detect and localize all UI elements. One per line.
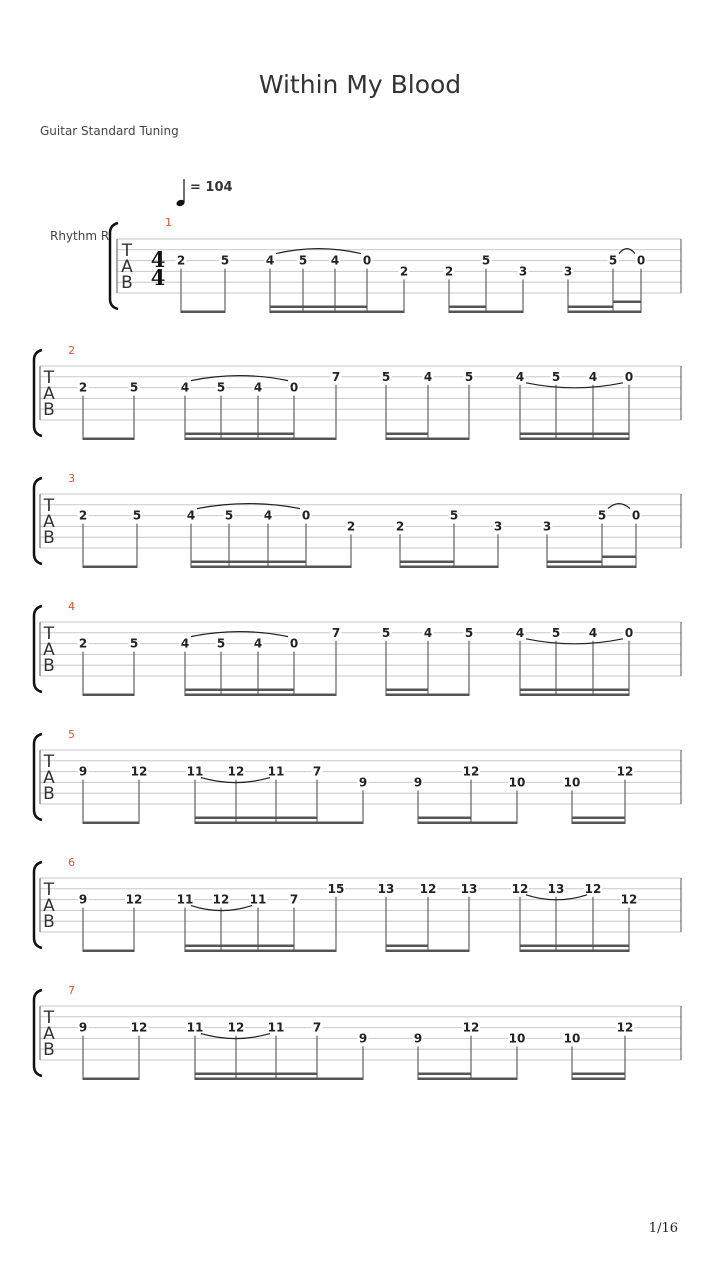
fret-number: 4 bbox=[423, 369, 433, 384]
fret-number: 2 bbox=[444, 264, 454, 279]
beam-secondary bbox=[418, 817, 471, 820]
tab-clef-letter: A bbox=[43, 384, 55, 404]
beam bbox=[386, 950, 469, 953]
fret-number: 12 bbox=[511, 881, 529, 896]
track-name: Rhythm R bbox=[50, 229, 110, 243]
fret-number: 5 bbox=[220, 253, 230, 268]
slur-arc bbox=[526, 383, 623, 388]
beam bbox=[449, 311, 523, 314]
fret-number: 5 bbox=[608, 253, 618, 268]
fret-number: 0 bbox=[624, 369, 634, 384]
beam bbox=[400, 566, 498, 569]
time-signature-bottom: 4 bbox=[150, 265, 166, 290]
tuning-label: Guitar Standard Tuning bbox=[40, 124, 179, 138]
fret-number: 0 bbox=[631, 508, 641, 523]
fret-number: 12 bbox=[227, 1020, 245, 1035]
fret-number: 5 bbox=[597, 508, 607, 523]
beam-secondary bbox=[520, 689, 629, 692]
fret-number: 13 bbox=[547, 881, 565, 896]
fret-number: 10 bbox=[563, 1031, 581, 1046]
song-title: Within My Blood bbox=[258, 70, 462, 99]
fret-number: 4 bbox=[423, 625, 433, 640]
tab-clef-letter: T bbox=[43, 624, 55, 644]
tab-clef-letter: A bbox=[43, 1024, 55, 1044]
fret-number: 11 bbox=[267, 764, 285, 779]
tempo-value: = 104 bbox=[190, 180, 233, 195]
beam bbox=[185, 950, 336, 953]
beam-tertiary bbox=[602, 556, 636, 559]
fret-number: 5 bbox=[129, 380, 139, 395]
fret-number: 4 bbox=[186, 508, 196, 523]
fret-number: 10 bbox=[508, 1031, 526, 1046]
fret-number: 12 bbox=[419, 881, 437, 896]
fret-number: 9 bbox=[413, 1031, 423, 1046]
beam-secondary bbox=[195, 1073, 317, 1076]
fret-number: 5 bbox=[224, 508, 234, 523]
tab-clef-letter: T bbox=[43, 496, 55, 516]
fret-number: 4 bbox=[265, 253, 275, 268]
beam bbox=[185, 694, 336, 697]
tab-clef-letter: T bbox=[43, 752, 55, 772]
fret-number: 7 bbox=[312, 1020, 322, 1035]
tab-clef-letter: B bbox=[43, 656, 55, 676]
fret-number: 2 bbox=[78, 380, 88, 395]
system-bracket bbox=[34, 478, 42, 564]
beam bbox=[83, 566, 137, 569]
beam-secondary bbox=[195, 817, 317, 820]
measure-number: 6 bbox=[68, 856, 75, 869]
page-number: 1/16 bbox=[648, 1221, 678, 1236]
fret-number: 5 bbox=[551, 625, 561, 640]
system-bracket bbox=[34, 350, 42, 436]
fret-number: 2 bbox=[399, 264, 409, 279]
beam-secondary bbox=[449, 306, 486, 309]
beam bbox=[520, 694, 629, 697]
tab-clef-letter: T bbox=[43, 880, 55, 900]
beam bbox=[195, 822, 363, 825]
fret-number: 12 bbox=[616, 1020, 634, 1035]
beam-secondary bbox=[386, 689, 428, 692]
beam-tertiary bbox=[613, 301, 641, 304]
fret-number: 12 bbox=[227, 764, 245, 779]
beam bbox=[547, 566, 636, 569]
measure-number: 5 bbox=[68, 728, 75, 741]
fret-number: 11 bbox=[176, 892, 194, 907]
fret-number: 4 bbox=[515, 625, 525, 640]
fret-number: 12 bbox=[462, 1020, 480, 1035]
beam bbox=[520, 438, 629, 441]
fret-number: 0 bbox=[362, 253, 372, 268]
fret-number: 3 bbox=[542, 519, 552, 534]
measure-number: 7 bbox=[68, 984, 75, 997]
beam-secondary bbox=[185, 689, 294, 692]
measure-number: 4 bbox=[68, 600, 75, 613]
fret-number: 13 bbox=[377, 881, 395, 896]
fret-number: 11 bbox=[186, 764, 204, 779]
fret-number: 4 bbox=[180, 380, 190, 395]
fret-number: 5 bbox=[216, 380, 226, 395]
beam bbox=[386, 694, 469, 697]
beam bbox=[83, 438, 134, 441]
fret-number: 12 bbox=[130, 764, 148, 779]
fret-number: 0 bbox=[624, 625, 634, 640]
fret-number: 12 bbox=[125, 892, 143, 907]
beam-secondary bbox=[386, 433, 428, 436]
fret-number: 12 bbox=[212, 892, 230, 907]
beam bbox=[83, 822, 139, 825]
fret-number: 9 bbox=[358, 775, 368, 790]
beam-secondary bbox=[400, 561, 454, 564]
fret-number: 12 bbox=[620, 892, 638, 907]
beam-secondary bbox=[270, 306, 367, 309]
fret-number: 2 bbox=[78, 636, 88, 651]
tab-clef-letter: T bbox=[121, 241, 133, 261]
fret-number: 9 bbox=[78, 1020, 88, 1035]
tab-clef-letter: B bbox=[121, 273, 133, 293]
tab-clef-letter: B bbox=[43, 400, 55, 420]
fret-number: 0 bbox=[289, 636, 299, 651]
fret-number: 4 bbox=[253, 636, 263, 651]
beam bbox=[83, 694, 134, 697]
fret-number: 5 bbox=[464, 625, 474, 640]
fret-number: 10 bbox=[563, 775, 581, 790]
tab-clef-letter: A bbox=[43, 896, 55, 916]
beam-secondary bbox=[547, 561, 602, 564]
fret-number: 5 bbox=[216, 636, 226, 651]
time-signature-top: 4 bbox=[150, 247, 166, 272]
beam bbox=[191, 566, 351, 569]
fret-number: 2 bbox=[346, 519, 356, 534]
beam bbox=[83, 950, 134, 953]
beam-secondary bbox=[185, 433, 294, 436]
tab-clef-letter: A bbox=[121, 257, 133, 277]
fret-number: 4 bbox=[263, 508, 273, 523]
fret-number: 9 bbox=[413, 775, 423, 790]
measure-number: 3 bbox=[68, 472, 75, 485]
beam-secondary bbox=[386, 945, 428, 948]
beam bbox=[195, 1078, 363, 1081]
tab-clef-letter: B bbox=[43, 1040, 55, 1060]
fret-number: 7 bbox=[312, 764, 322, 779]
fret-number: 4 bbox=[253, 380, 263, 395]
tab-clef-letter: B bbox=[43, 784, 55, 804]
beam-secondary bbox=[568, 306, 613, 309]
fret-number: 11 bbox=[186, 1020, 204, 1035]
beam bbox=[572, 1078, 625, 1081]
beam-secondary bbox=[572, 1073, 625, 1076]
beam bbox=[185, 438, 336, 441]
tab-clef-letter: T bbox=[43, 1008, 55, 1028]
fret-number: 11 bbox=[267, 1020, 285, 1035]
measure-number: 1 bbox=[165, 216, 172, 229]
beam-secondary bbox=[520, 433, 629, 436]
beam bbox=[270, 311, 404, 314]
tab-clef-letter: T bbox=[43, 368, 55, 388]
measure-number: 2 bbox=[68, 344, 75, 357]
system-bracket bbox=[34, 862, 42, 948]
fret-number: 4 bbox=[588, 625, 598, 640]
beam bbox=[181, 311, 225, 314]
beam bbox=[83, 1078, 139, 1081]
fret-number: 12 bbox=[130, 1020, 148, 1035]
fret-number: 9 bbox=[78, 764, 88, 779]
fret-number: 5 bbox=[132, 508, 142, 523]
fret-number: 2 bbox=[395, 519, 405, 534]
tab-clef-letter: A bbox=[43, 640, 55, 660]
fret-number: 9 bbox=[78, 892, 88, 907]
fret-number: 5 bbox=[381, 369, 391, 384]
fret-number: 0 bbox=[636, 253, 646, 268]
fret-number: 3 bbox=[518, 264, 528, 279]
beam-secondary bbox=[191, 561, 306, 564]
beam-secondary bbox=[572, 817, 625, 820]
fret-number: 4 bbox=[330, 253, 340, 268]
beam bbox=[418, 1078, 517, 1081]
beam-secondary bbox=[520, 945, 629, 948]
fret-number: 0 bbox=[301, 508, 311, 523]
fret-number: 15 bbox=[327, 881, 345, 896]
fret-number: 4 bbox=[515, 369, 525, 384]
system-bracket bbox=[34, 990, 42, 1076]
beam bbox=[418, 822, 517, 825]
fret-number: 11 bbox=[249, 892, 267, 907]
tab-clef-letter: A bbox=[43, 512, 55, 532]
beam bbox=[386, 438, 469, 441]
beam bbox=[568, 311, 641, 314]
tab-clef-letter: B bbox=[43, 528, 55, 548]
fret-number: 5 bbox=[298, 253, 308, 268]
fret-number: 12 bbox=[584, 881, 602, 896]
fret-number: 0 bbox=[289, 380, 299, 395]
tab-clef-letter: A bbox=[43, 768, 55, 788]
fret-number: 2 bbox=[176, 253, 186, 268]
slur-arc bbox=[526, 639, 623, 644]
fret-number: 4 bbox=[588, 369, 598, 384]
fret-number: 10 bbox=[508, 775, 526, 790]
fret-number: 5 bbox=[481, 253, 491, 268]
fret-number: 5 bbox=[464, 369, 474, 384]
tab-clef-letter: B bbox=[43, 912, 55, 932]
fret-number: 5 bbox=[381, 625, 391, 640]
fret-number: 2 bbox=[78, 508, 88, 523]
fret-number: 12 bbox=[462, 764, 480, 779]
fret-number: 12 bbox=[616, 764, 634, 779]
beam bbox=[572, 822, 625, 825]
fret-number: 4 bbox=[180, 636, 190, 651]
fret-number: 5 bbox=[551, 369, 561, 384]
fret-number: 9 bbox=[358, 1031, 368, 1046]
fret-number: 7 bbox=[331, 625, 341, 640]
system-bracket bbox=[34, 606, 42, 692]
beam-secondary bbox=[418, 1073, 471, 1076]
beam-secondary bbox=[185, 945, 294, 948]
fret-number: 3 bbox=[563, 264, 573, 279]
system-bracket bbox=[34, 734, 42, 820]
fret-number: 5 bbox=[449, 508, 459, 523]
fret-number: 3 bbox=[493, 519, 503, 534]
fret-number: 13 bbox=[460, 881, 478, 896]
beam bbox=[520, 950, 629, 953]
fret-number: 5 bbox=[129, 636, 139, 651]
fret-number: 7 bbox=[289, 892, 299, 907]
fret-number: 7 bbox=[331, 369, 341, 384]
